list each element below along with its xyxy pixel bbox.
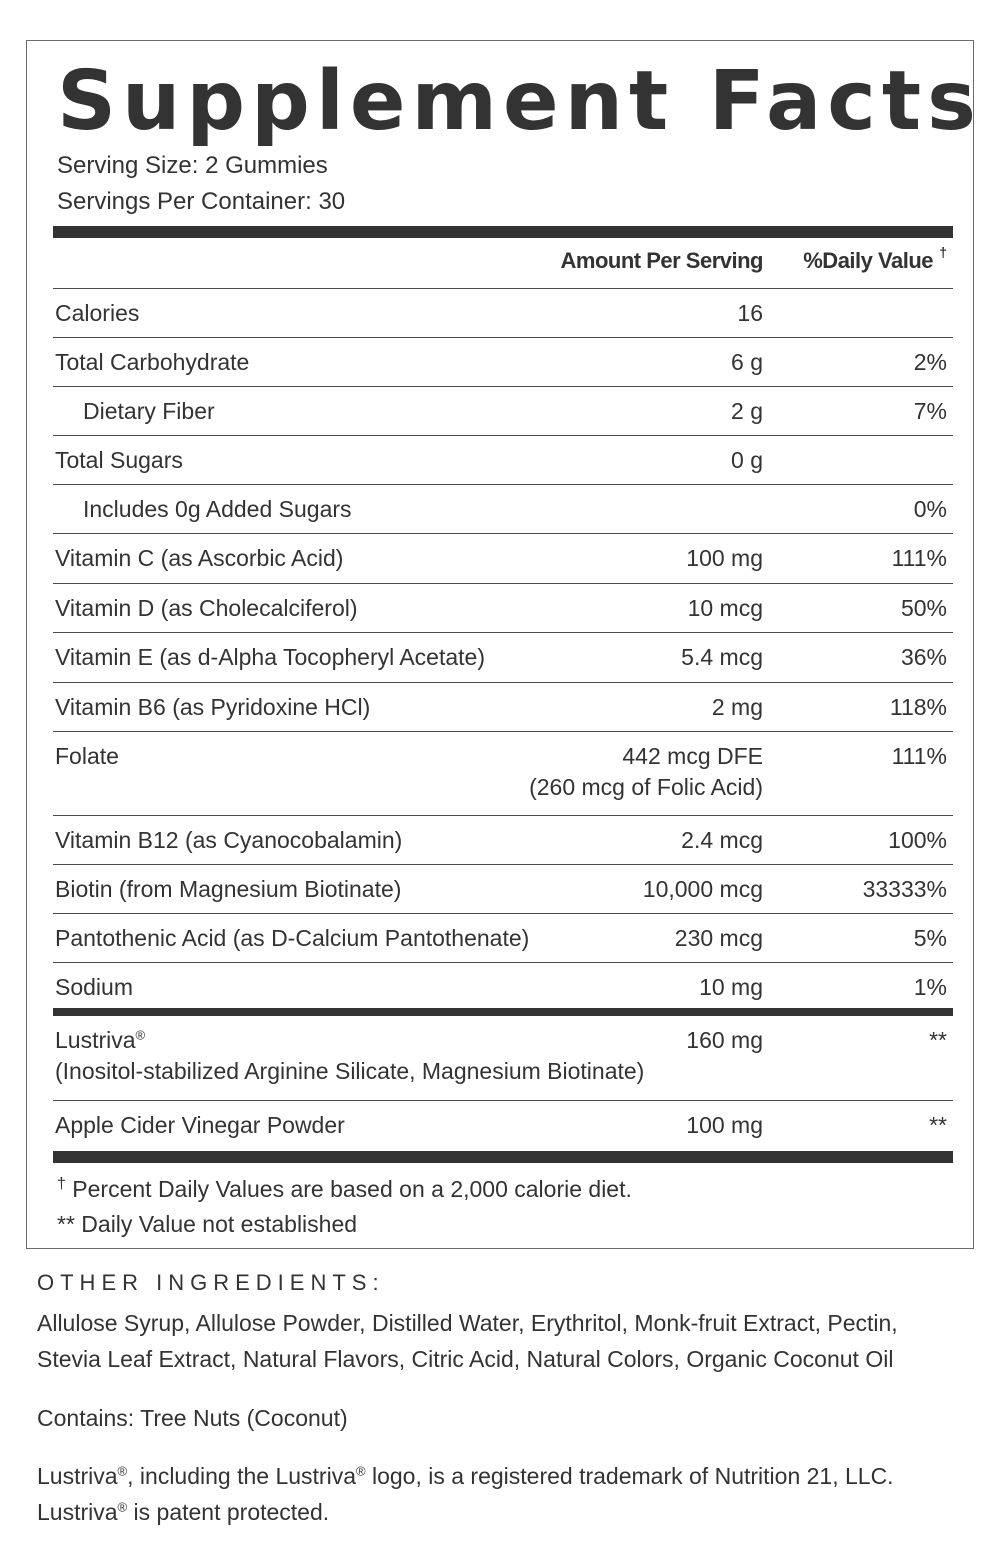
nutrient-amount: 6 g [731, 349, 763, 375]
nutrient-amount: 2 g [731, 398, 763, 424]
nutrient-dv: 50% [900, 595, 947, 621]
nutrient-name: Calories [55, 300, 140, 326]
nutrient-amount: 0 g [731, 447, 763, 473]
nutrient-dv: 100% [888, 827, 947, 853]
nutrient-amount: 2.4 mcg [681, 827, 763, 853]
table-header: Amount Per Serving %Daily Value † [560, 244, 947, 273]
top-divider [53, 226, 953, 238]
nutrient-dv: 0% [913, 496, 947, 522]
panel-title: Supplement Facts [57, 54, 982, 149]
dagger-mark: † [57, 1175, 66, 1193]
blend-table [53, 1016, 953, 1150]
servings-per-container: Servings Per Container: 30 [57, 188, 346, 215]
daily-value-header: %Daily Value [803, 248, 933, 273]
blend-name [55, 1025, 145, 1055]
registered-mark: ® [356, 1463, 366, 1479]
nutrient-name: Folate [55, 743, 119, 769]
table-row [53, 484, 953, 533]
blend-amount: 100 mg [686, 1112, 763, 1138]
table-row [53, 288, 953, 337]
nutrient-name: Sodium [55, 974, 133, 1000]
allergen-statement: Contains: Tree Nuts (Coconut) [37, 1405, 348, 1431]
nutrient-dv: 1% [913, 974, 947, 1000]
table-row [53, 864, 953, 913]
table-row [53, 682, 953, 731]
nutrient-dv: 111% [891, 545, 947, 571]
nutrient-dv: 118% [889, 694, 947, 720]
nutrient-dv: 5% [913, 925, 947, 951]
amount-header: Amount Per Serving [560, 248, 763, 273]
table-row [53, 913, 953, 962]
nutrient-name: Total Carbohydrate [55, 349, 250, 375]
table-row [53, 583, 953, 632]
blend-dv: ** [929, 1112, 947, 1138]
blend-name: Apple Cider Vinegar Powder [55, 1112, 345, 1138]
nutrient-name: Pantothenic Acid (as D-Calcium Pantothenate) [55, 925, 530, 951]
registered-mark: ® [117, 1463, 128, 1479]
supplement-facts-panel [26, 40, 982, 1249]
nutrient-name: Total Sugars [55, 447, 183, 473]
nutrient-amount: 2 mg [711, 694, 763, 720]
blend-detail: (Inositol-stabilized Arginine Silicate, Magnesium Biotinate) [55, 1058, 645, 1084]
nutrient-dv: 33333% [862, 876, 947, 902]
nutrient-amount: 442 mcg DFE [622, 743, 763, 769]
other-ingredients-line-1: Allulose Syrup, Allulose Powder, Distilled Water, Erythritol, Monk-fruit Extract, Pectin, [37, 1310, 898, 1336]
bottom-divider [53, 1151, 953, 1163]
table-row [53, 815, 953, 864]
nutrient-name: Vitamin B6 (as Pyridoxine HCl) [55, 694, 371, 720]
table-row [53, 386, 953, 435]
percent-note-text: Percent Daily Values are based on a 2,000 calorie diet. [72, 1176, 632, 1202]
nutrient-dv: 2% [913, 349, 947, 375]
nutrient-amount: 10,000 mcg [642, 876, 763, 902]
nutrient-dv: 7% [913, 398, 947, 424]
nutrient-name: Includes 0g Added Sugars [83, 496, 352, 522]
nutrient-dv: 36% [900, 644, 947, 670]
table-row [53, 1100, 953, 1150]
trademark-line-1 [37, 1458, 977, 1494]
table-row [53, 731, 953, 815]
nutrient-name: Vitamin C (as Ascorbic Acid) [55, 545, 344, 571]
trademark-text: , including the Lustriva [127, 1463, 356, 1489]
blend-amount: 160 mg [686, 1027, 763, 1053]
blend-name-text: Lustriva [55, 1027, 136, 1053]
nutrient-amount: 230 mcg [674, 925, 763, 951]
mid-divider [53, 1008, 953, 1016]
blend-dv: ** [929, 1027, 947, 1053]
trademark-line-2 [37, 1494, 977, 1530]
table-row [53, 962, 953, 1010]
nutrient-name: Biotin (from Magnesium Biotinate) [55, 876, 402, 902]
nutrient-amount: 16 [737, 300, 763, 326]
nutrient-dv: 111% [891, 743, 947, 769]
percent-footnote [57, 1174, 632, 1204]
table-row [53, 1016, 953, 1100]
other-ingredients-heading: OTHER INGREDIENTS: [37, 1270, 385, 1295]
registered-mark: ® [135, 1027, 146, 1043]
nutrient-amount: 10 mcg [687, 595, 763, 621]
nutrient-amount: 100 mg [686, 545, 763, 571]
table-row [53, 533, 953, 583]
nutrient-name: Vitamin B12 (as Cyanocobalamin) [55, 827, 403, 853]
nutrient-amount: 5.4 mcg [681, 644, 763, 670]
registered-mark: ® [117, 1499, 128, 1515]
table-row [53, 337, 953, 386]
dv-not-established-note: ** Daily Value not established [57, 1211, 358, 1237]
other-ingredients-line-2: Stevia Leaf Extract, Natural Flavors, Citric Acid, Natural Colors, Organic Coconut Oil [37, 1346, 894, 1372]
nutrient-name: Vitamin D (as Cholecalciferol) [55, 595, 358, 621]
trademark-text: logo, is a registered trademark of Nutrition 21, LLC. [365, 1463, 894, 1489]
table-row [53, 632, 953, 682]
trademark-text: Lustriva [37, 1463, 118, 1489]
trademark-text: Lustriva [37, 1499, 118, 1525]
nutrient-name: Dietary Fiber [83, 398, 215, 424]
serving-size: Serving Size: 2 Gummies [57, 152, 328, 179]
nutrient-name: Vitamin E (as d-Alpha Tocopheryl Acetate) [55, 644, 485, 670]
nutrient-amount: 10 mg [699, 974, 763, 1000]
nutrient-amount-detail: (260 mcg of Folic Acid) [529, 774, 763, 800]
trademark-text: is patent protected. [127, 1499, 330, 1525]
nutrient-table [53, 288, 953, 1010]
table-row [53, 435, 953, 484]
